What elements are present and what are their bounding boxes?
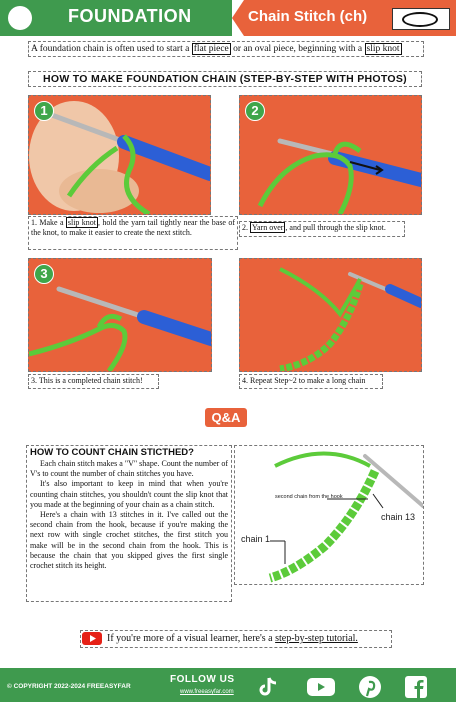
count-section bbox=[26, 445, 232, 602]
step-1-caption-after: , hold the yarn tail tightly near the base of the knot, to make it easier to create the next stitch. bbox=[31, 218, 236, 237]
site-link[interactable]: www.freeasyfar.com bbox=[180, 689, 234, 695]
section-title: HOW TO MAKE FOUNDATION CHAIN (STEP-BY-STEP WITH PHOTOS) bbox=[28, 71, 422, 87]
count-paragraph-3: Here's a chain with 13 stitches in it. I've called out the second chain from the hook, because if you're making the next row with single crochet stitches, the first stitch you make will be in the second chain from the hook. This is because the chain that you skipped gives the first single crochet stitch its height. bbox=[30, 510, 228, 571]
step-1-caption-before: 1. Make a bbox=[31, 218, 66, 227]
step-3-caption: 3. This is a completed chain stitch! bbox=[28, 374, 159, 389]
page-subtitle: Chain Stitch (ch) bbox=[248, 8, 368, 25]
follow-us-label: FOLLOW US bbox=[170, 674, 235, 685]
step-1-slip-knot-link[interactable]: slip knot bbox=[67, 218, 97, 227]
step-4-illustration bbox=[240, 259, 421, 371]
youtube-icon[interactable] bbox=[82, 632, 102, 645]
youtube-footer-icon[interactable] bbox=[306, 675, 336, 699]
intro-part-1: A foundation chain is often used to start a bbox=[31, 44, 192, 54]
step-4-caption: 4. Repeat Step~2 to make a long chain bbox=[239, 374, 383, 389]
chain-1-label: chain 1 bbox=[241, 534, 271, 544]
intro-part-2: or an oval piece, beginning with a bbox=[230, 44, 365, 54]
step-3-badge: 3 bbox=[34, 264, 54, 284]
step-1-illustration bbox=[29, 96, 210, 214]
slip-knot-link[interactable]: slip knot bbox=[366, 44, 400, 54]
step-2-caption-before: 2. bbox=[242, 223, 250, 232]
pinterest-icon[interactable] bbox=[358, 675, 382, 699]
step-2-photo bbox=[239, 95, 422, 215]
count-paragraph-2: It's also important to keep in mind that when you're counting chain stitches, you shouldn't count the slip knot that you made at the beginning of your chain as a chain stitch. bbox=[30, 479, 228, 509]
tiktok-icon[interactable] bbox=[256, 675, 280, 699]
chain-13-label: chain 13 bbox=[381, 512, 416, 522]
copyright-text: © COPYRIGHT 2022-2024 FREEASYFAR bbox=[7, 683, 131, 690]
step-4-photo bbox=[239, 258, 422, 372]
tutorial-text: If you're more of a visual learner, here's a bbox=[107, 633, 276, 644]
step-2-caption-after: , and pull through the slip knot. bbox=[285, 223, 386, 232]
count-paragraph-1: Each chain stitch makes a "V" shape. Count the number of V's to count the number of chain stitches you have. bbox=[30, 459, 228, 479]
qa-badge: Q&A bbox=[205, 408, 247, 427]
facebook-icon[interactable] bbox=[404, 675, 428, 699]
chain-count-diagram bbox=[234, 445, 424, 585]
page-title: FOUNDATION bbox=[68, 6, 192, 26]
header-circle-icon bbox=[8, 6, 32, 30]
count-title: HOW TO COUNT CHAIN STICTHED? bbox=[30, 447, 194, 458]
flat-piece-link[interactable]: flat piece bbox=[193, 44, 229, 54]
yarn-over-link[interactable]: Yarn over bbox=[252, 223, 284, 232]
step-2-caption bbox=[239, 221, 405, 237]
intro-text bbox=[28, 41, 424, 57]
step-3-illustration bbox=[29, 259, 211, 371]
step-1-caption bbox=[28, 216, 238, 250]
tutorial-line bbox=[80, 630, 392, 648]
step-1-photo bbox=[28, 95, 211, 215]
youtube-play-icon bbox=[82, 632, 102, 645]
step-2-badge: 2 bbox=[245, 101, 265, 121]
chain-symbol-icon bbox=[402, 12, 438, 27]
second-chain-label: second chain from the hook bbox=[275, 494, 343, 500]
tutorial-link[interactable]: step-by-step tutorial. bbox=[275, 633, 358, 644]
step-2-illustration bbox=[240, 96, 421, 214]
step-1-badge: 1 bbox=[34, 101, 54, 121]
step-3-photo bbox=[28, 258, 212, 372]
